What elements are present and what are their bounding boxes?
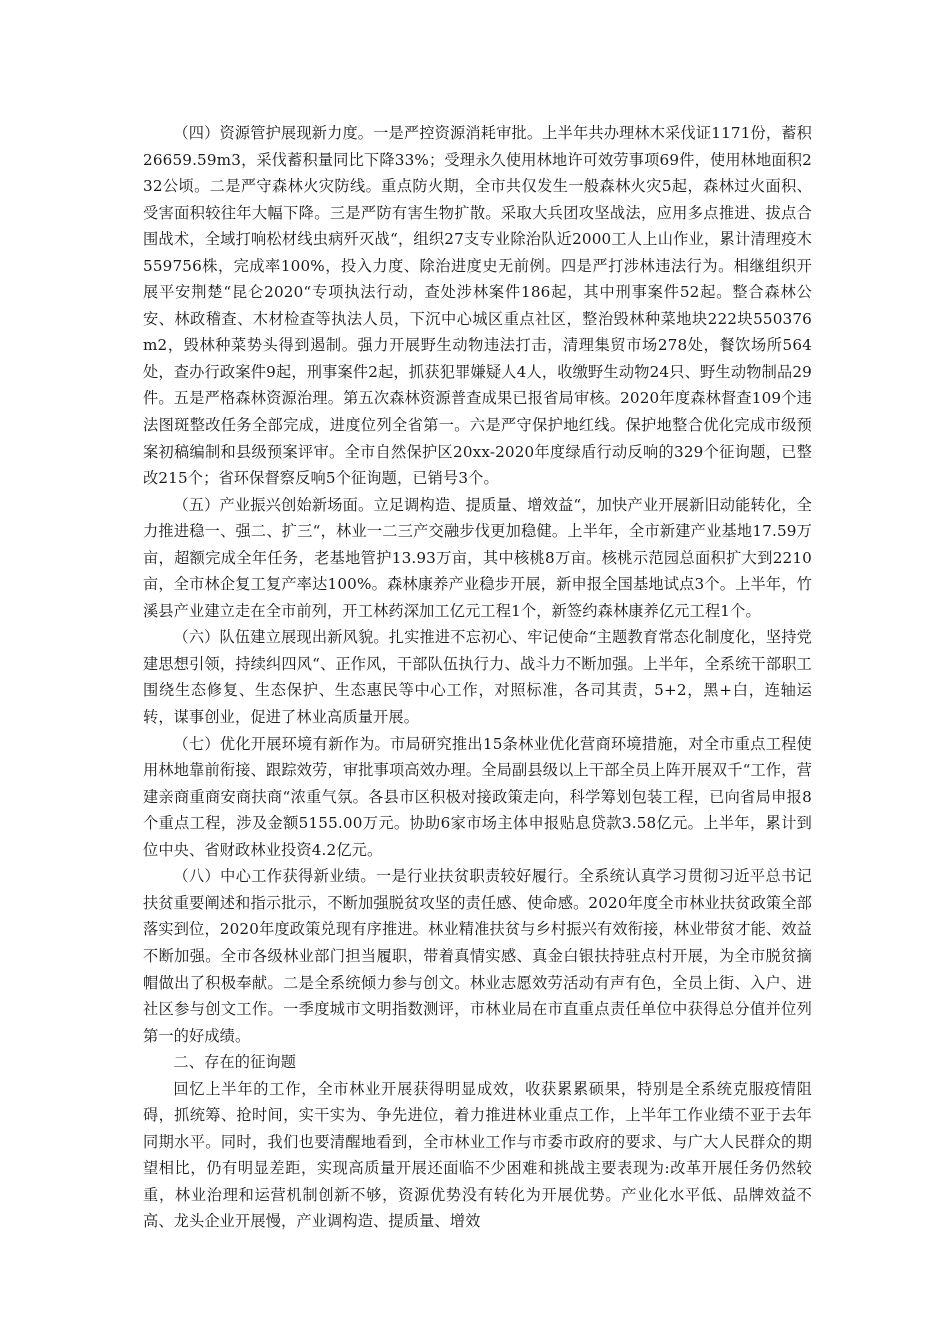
- paragraph-resource-management: （四）资源管护展现新力度。一是严控资源消耗审批。上半年共办理林木采伐证1171份，蓄积26659.59m3，采伐蓄积量同比下降33%；受理永久使用林地许可效劳事项69件，使用林地面积232公顷。二是严守森林火灾防线。重点防火期，全市共仅发生一般森林火灾5起，森林过火面积、受害面积较往年大幅下降。三是严防有害生物扩散。采取大兵团攻坚战法，应用多点推进、拔点合围战术，全域打响松材线虫病歼灭战“，组织27支专业除治队近2000工人上山作业，累计清理疫木559756株，完成率100%，投入力度、除治进度史无前例。四是严打涉林违法行为。相继组织开展平安荆楚“昆仑2020“专项执法行动，查处涉林案件186起，其中刑事案件52起。整合森林公安、林政稽查、木材检查等执法人员，下沉中心城区重点社区，整治毁林种菜地块222块550376m2，毁林种菜势头得到遏制。强力开展野生动物违法打击，清理集贸市场278处，餐饮场所564处，查办行政案件9起，刑事案件2起，抓获犯罪嫌疑人4人，收缴野生动物24只、野生动物制品29件。五是严格森林资源治理。第五次森林资源普查成果已报省局审核。2020年度森林督查109个违法图斑整改任务全部完成，进度位列全省第一。六是严守保护地红线。保护地整合优化完成市级预案初稿编制和县级预案评审。全市自然保护区20xx-2020年度绿盾行动反响的329个征询题，已整改215个；省环保督察反响5个征询题，已销号3个。: [143, 124, 812, 488]
- paragraph-central-work: （八）中心工作获得新业绩。一是行业扶贫职责较好履行。全系统认真学习贯彻习近平总书记扶贫重要阐述和指示批示，不断加强脱贫攻坚的责任感、使命感。2020年度全市林业扶贫政策全部落实到位，2020年度政策兑现有序推进。林业精准扶贫与乡村振兴有效衔接，林业带贫才能、效益不断加强。全市各级林业部门担当履职，带着真情实感、真金白银扶持驻点村开展，为全市脱贫摘帽做出了积极奉献。二是全系统倾力参与创文。林业志愿效劳活动有声有色，全员上街、入户、进社区参与创文工作。一季度城市文明指数测评，市林业局在市直重点责任单位中获得总分值并位列第一的好成绩。: [143, 867, 812, 1045]
- document-body: [143, 120, 812, 1235]
- paragraph-business-environment: （七）优化开展环境有新作为。市局研究推出15条林业优化营商环境措施，对全市重点工程使用林地靠前衔接、跟踪效劳，审批事项高效办理。全局副县级以上干部全员上阵开展双千“工作，营建亲商重商安商扶商“浓重气氛。各县市区积极对接政策走向，科学筹划包装工程，已向省局申报8个重点工程，涉及金额5155.00万元。协助6家市场主体申报贴息贷款3.58亿元。上半年，累计到位中央、省财政林业投资4.2亿元。: [143, 734, 812, 859]
- paragraph-review: 回忆上半年的工作，全市林业开展获得明显成效，收获累累硕果，特别是全系统克服疫情阻碍，抓统筹、抢时间，实干实为、争先进位，着力推进林业重点工作，上半年工作业绩不亚于去年同期水平。同时，我们也要清醒地看到，全市林业工作与市委市政府的要求、与广大人民群众的期望相比，仍有明显差距，实现高质量开展还面临不少困难和挑战主要表现为:改革开展任务仍然较重，林业治理和运营机制创新不够，资源优势没有转化为开展优势。产业化水平低、品牌效益不高、龙头企业开展慢，产业调构造、提质量、增效: [143, 1079, 812, 1231]
- paragraph-team-building: （六）队伍建立展现出新风貌。扎实推进不忘初心、牢记使命“主题教育常态化制度化，坚持党建思想引领，持续纠四风“、正作风，干部队伍执行力、战斗力不断加强。上半年，全系统干部职工围绕生态修复、生态保护、生态惠民等中心工作，对照标准，各司其责，5+2，黑+白，连轴运转，谋事创业，促进了林业高质量开展。: [143, 628, 812, 727]
- paragraph-industry-revitalization: （五）产业振兴创始新场面。立足调构造、提质量、增效益“，加快产业开展新旧动能转化，全力推进稳一、强二、扩三“，林业一二三产交融步伐更加稳健。上半年，全市新建产业基地17.59万亩，超额完成全年任务，老基地管护13.93万亩，其中核桃8万亩。核桃示范园总面积扩大到2210亩，全市林企复工复产率达100%。森林康养产业稳步开展，新申报全国基地试点3个。上半年，竹溪县产业建立走在全市前列，开工林药深加工亿元工程1个，新签约森林康养亿元工程1个。: [143, 495, 812, 620]
- section-heading-problems: 二、存在的征询题: [173, 1053, 297, 1072]
